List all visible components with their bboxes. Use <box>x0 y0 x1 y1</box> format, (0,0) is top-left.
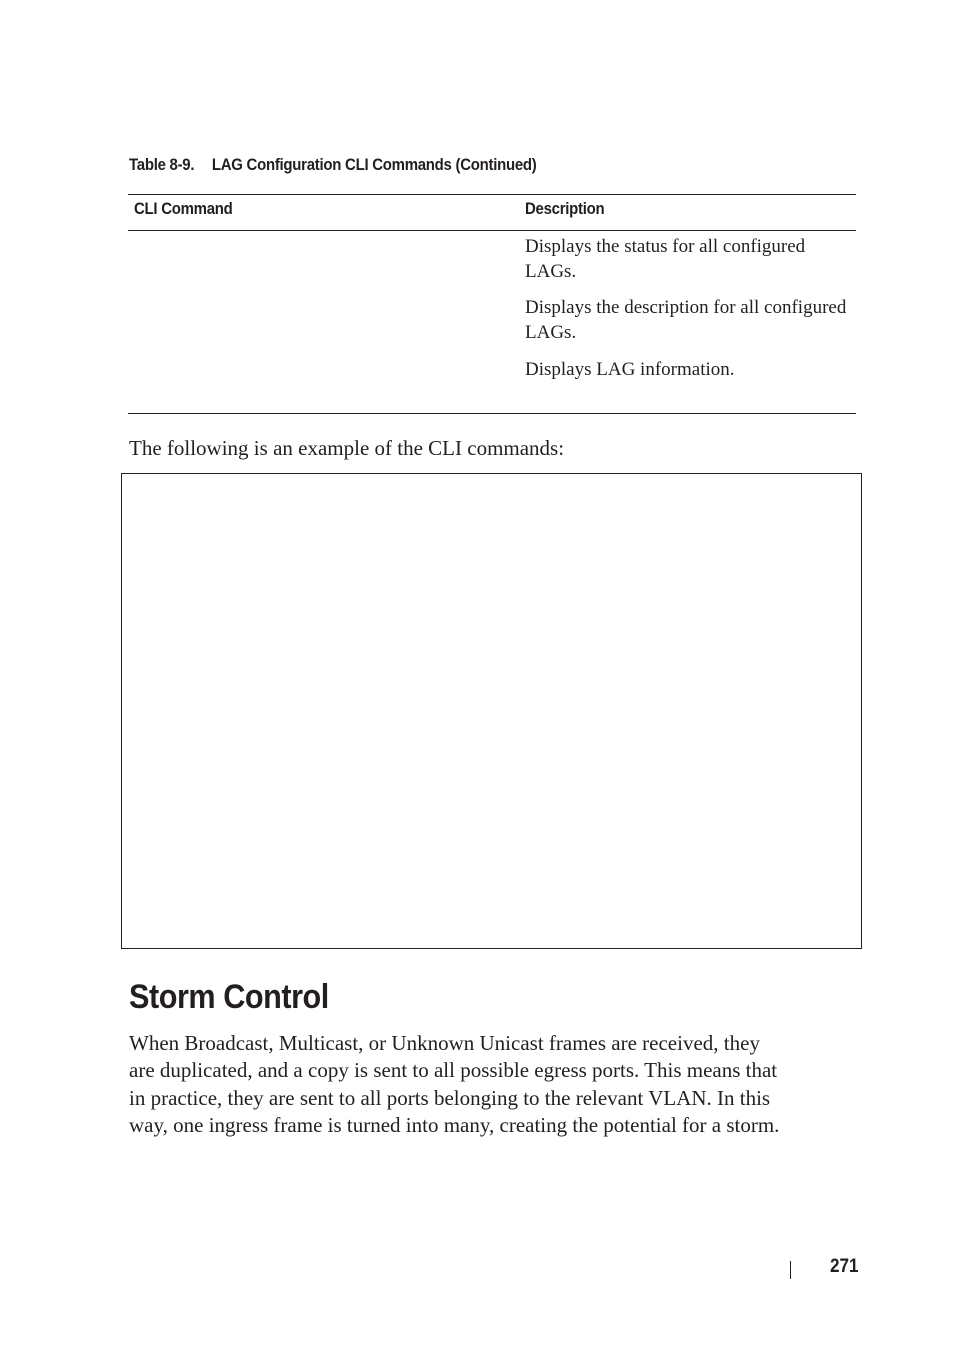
table-row-description: Displays LAG information. <box>525 359 735 380</box>
column-header-cli-command: CLI Command <box>134 199 233 218</box>
paragraph-line: are duplicated, and a copy is sent to all possible egress ports. This means that <box>129 1058 778 1083</box>
section-heading: Storm Control <box>129 978 329 1016</box>
table-header-rule <box>128 230 856 231</box>
table-caption <box>129 155 537 175</box>
intro-text: The following is an example of the CLI commands: <box>129 436 565 460</box>
paragraph-line: way, one ingress frame is turned into many, creating the potential for a storm. <box>129 1112 780 1137</box>
page-number: 271 <box>830 1256 859 1277</box>
table-row-description: Displays the status for all configured LAGs. <box>525 236 806 282</box>
table-caption-title: LAG Configuration CLI Commands (Continued) <box>211 155 537 174</box>
paragraph-line: When Broadcast, Multicast, or Unknown Unicast frames are received, they <box>129 1031 760 1055</box>
table-top-rule <box>128 194 856 195</box>
column-header-description: Description <box>525 199 605 218</box>
code-example-box <box>121 473 862 949</box>
table-row-description: Displays the description for all configured LAGs. <box>525 297 847 343</box>
table-caption-label: Table 8-9. <box>129 155 195 174</box>
table-bottom-rule <box>128 413 856 414</box>
paragraph-line: in practice, they are sent to all ports belonging to the relevant VLAN. In this <box>129 1085 771 1110</box>
section-paragraph <box>129 1030 857 1139</box>
page-number-divider <box>790 1261 791 1279</box>
